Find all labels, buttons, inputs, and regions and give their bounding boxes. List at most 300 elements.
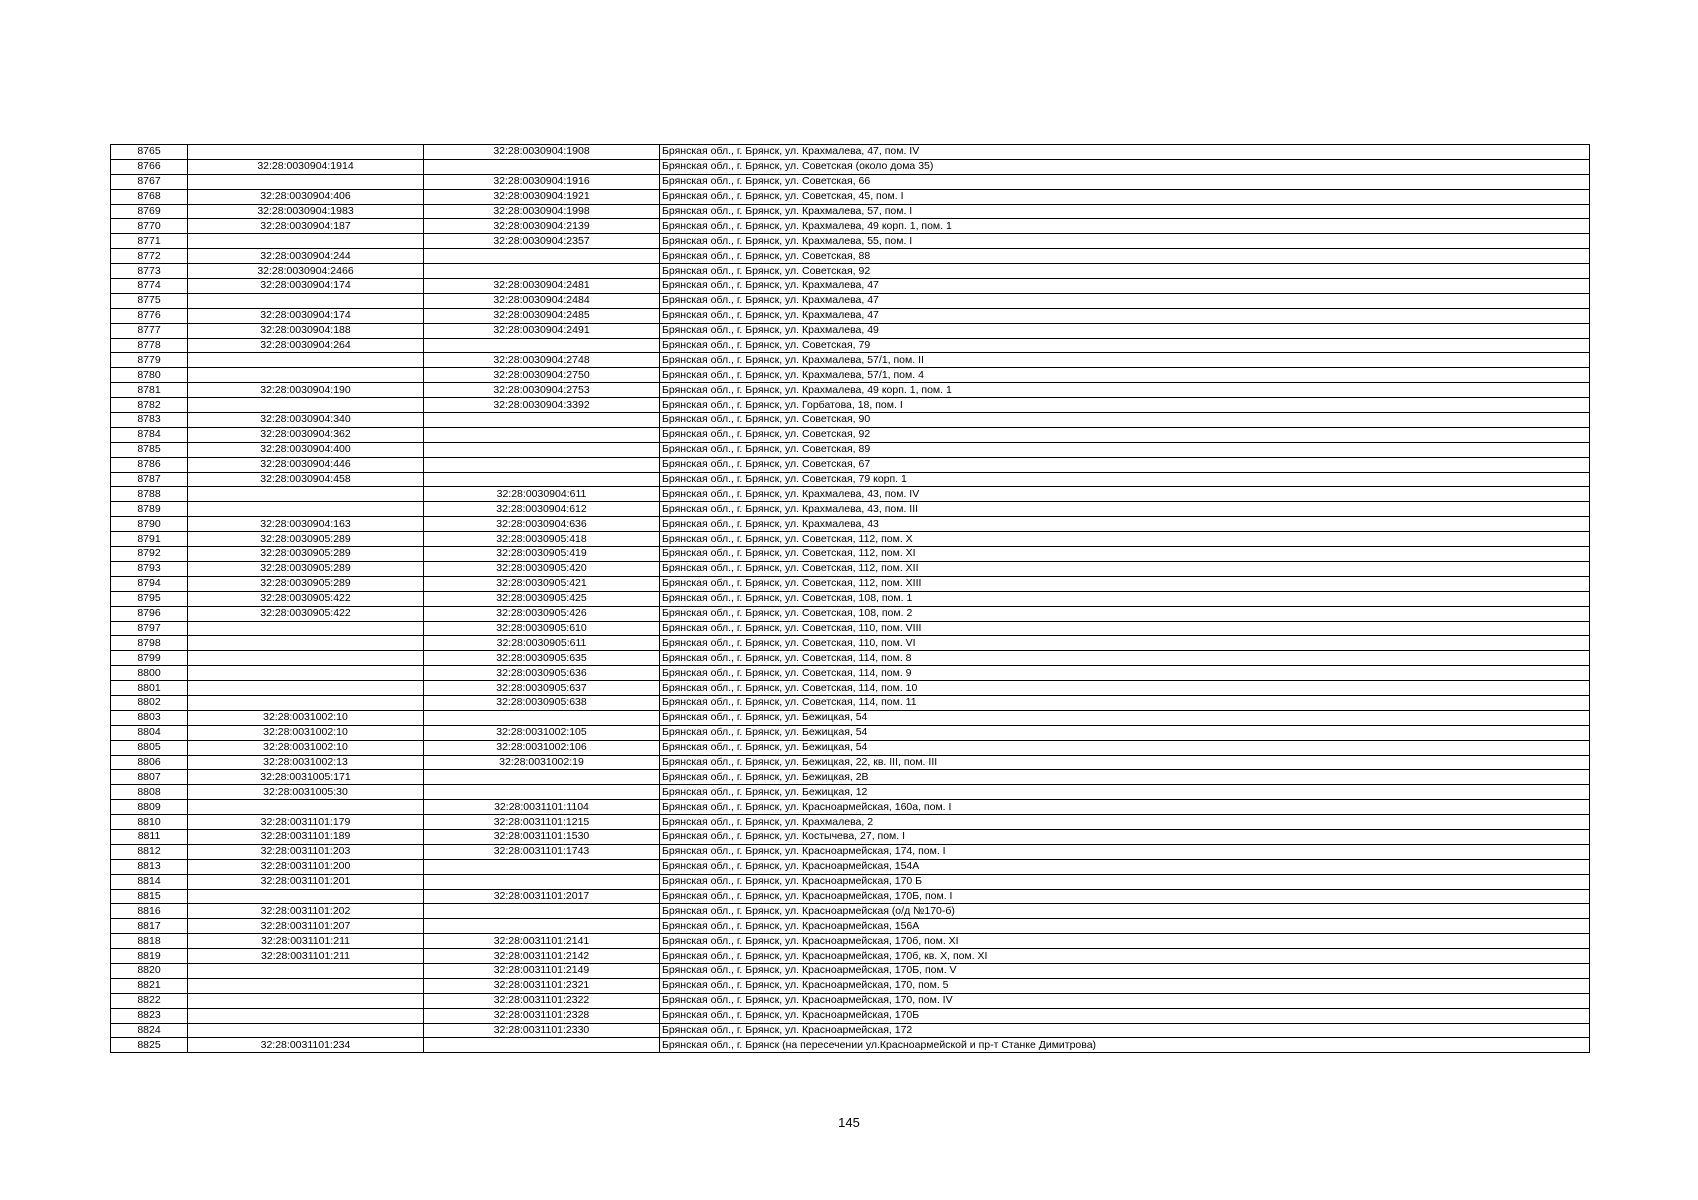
address-cell: Брянская обл., г. Брянск, ул. Крахмалева, 49 корп. 1, пом. 1 bbox=[660, 383, 1590, 398]
address-cell: Брянская обл., г. Брянск, ул. Крахмалева, 43, пом. IV bbox=[660, 487, 1590, 502]
address-cell: Брянская обл., г. Брянск, ул. Советская, 112, пом. XIII bbox=[660, 576, 1590, 591]
address-cell: Брянская обл., г. Брянск, ул. Советская, 67 bbox=[660, 457, 1590, 472]
land-cadastral-number-cell bbox=[188, 889, 424, 904]
land-cadastral-number-cell: 32:28:0030904:1983 bbox=[188, 204, 424, 219]
table-row bbox=[111, 547, 1590, 562]
row-number-cell: 8774 bbox=[111, 279, 188, 294]
address-cell: Брянская обл., г. Брянск (на пересечении ул.Красноармейской и пр-т Станке Димитрова) bbox=[660, 1038, 1590, 1053]
row-number-cell: 8817 bbox=[111, 919, 188, 934]
land-cadastral-number-cell bbox=[188, 1008, 424, 1023]
address-cell: Брянская обл., г. Брянск, ул. Бежицкая, 54 bbox=[660, 740, 1590, 755]
address-cell: Брянская обл., г. Брянск, ул. Красноармейская, 170, пом. 5 bbox=[660, 978, 1590, 993]
land-cadastral-number-cell: 32:28:0030905:289 bbox=[188, 576, 424, 591]
row-number-cell: 8825 bbox=[111, 1038, 188, 1053]
table-row bbox=[111, 204, 1590, 219]
table-row bbox=[111, 785, 1590, 800]
land-cadastral-number-cell: 32:28:0031101:203 bbox=[188, 844, 424, 859]
land-cadastral-number-cell: 32:28:0031005:30 bbox=[188, 785, 424, 800]
object-cadastral-number-cell bbox=[424, 159, 660, 174]
object-cadastral-number-cell bbox=[424, 442, 660, 457]
object-cadastral-number-cell: 32:28:0031002:106 bbox=[424, 740, 660, 755]
land-cadastral-number-cell: 32:28:0030904:458 bbox=[188, 472, 424, 487]
table-row bbox=[111, 338, 1590, 353]
table-row bbox=[111, 249, 1590, 264]
land-cadastral-number-cell: 32:28:0030904:163 bbox=[188, 517, 424, 532]
address-cell: Брянская обл., г. Брянск, ул. Красноармейская, 174, пом. I bbox=[660, 844, 1590, 859]
land-cadastral-number-cell bbox=[188, 353, 424, 368]
address-cell: Брянская обл., г. Брянск, ул. Крахмалева, 57, пом. I bbox=[660, 204, 1590, 219]
address-cell: Брянская обл., г. Брянск, ул. Горбатова, 18, пом. I bbox=[660, 398, 1590, 413]
land-cadastral-number-cell bbox=[188, 145, 424, 160]
object-cadastral-number-cell: 32:28:0031101:2017 bbox=[424, 889, 660, 904]
table-row bbox=[111, 919, 1590, 934]
object-cadastral-number-cell bbox=[424, 264, 660, 279]
table-row bbox=[111, 279, 1590, 294]
land-cadastral-number-cell: 32:28:0030904:174 bbox=[188, 308, 424, 323]
table-row bbox=[111, 934, 1590, 949]
row-number-cell: 8798 bbox=[111, 636, 188, 651]
object-cadastral-number-cell: 32:28:0030905:419 bbox=[424, 547, 660, 562]
object-cadastral-number-cell bbox=[424, 859, 660, 874]
land-cadastral-number-cell bbox=[188, 1023, 424, 1038]
land-cadastral-number-cell: 32:28:0030904:340 bbox=[188, 413, 424, 428]
address-cell: Брянская обл., г. Брянск, ул. Советская, 108, пом. 1 bbox=[660, 591, 1590, 606]
table-row bbox=[111, 666, 1590, 681]
row-number-cell: 8790 bbox=[111, 517, 188, 532]
object-cadastral-number-cell bbox=[424, 710, 660, 725]
land-cadastral-number-cell: 32:28:0030904:190 bbox=[188, 383, 424, 398]
table-row bbox=[111, 1038, 1590, 1053]
table-row bbox=[111, 636, 1590, 651]
address-cell: Брянская обл., г. Брянск, ул. Советская, 45, пом. I bbox=[660, 189, 1590, 204]
row-number-cell: 8780 bbox=[111, 368, 188, 383]
table-row bbox=[111, 606, 1590, 621]
table-row bbox=[111, 532, 1590, 547]
address-cell: Брянская обл., г. Брянск, ул. Красноармейская, 170Б, пом. I bbox=[660, 889, 1590, 904]
row-number-cell: 8778 bbox=[111, 338, 188, 353]
table-row bbox=[111, 978, 1590, 993]
land-cadastral-number-cell bbox=[188, 651, 424, 666]
row-number-cell: 8800 bbox=[111, 666, 188, 681]
object-cadastral-number-cell: 32:28:0030905:610 bbox=[424, 621, 660, 636]
land-cadastral-number-cell: 32:28:0031002:10 bbox=[188, 740, 424, 755]
object-cadastral-number-cell: 32:28:0030904:1916 bbox=[424, 174, 660, 189]
address-cell: Брянская обл., г. Брянск, ул. Советская, 112, пом. XII bbox=[660, 561, 1590, 576]
object-cadastral-number-cell: 32:28:0030905:426 bbox=[424, 606, 660, 621]
object-cadastral-number-cell: 32:28:0031101:2328 bbox=[424, 1008, 660, 1023]
land-cadastral-number-cell: 32:28:0031002:10 bbox=[188, 725, 424, 740]
row-number-cell: 8822 bbox=[111, 993, 188, 1008]
object-cadastral-number-cell: 32:28:0030905:421 bbox=[424, 576, 660, 591]
object-cadastral-number-cell: 32:28:0030904:2491 bbox=[424, 323, 660, 338]
land-cadastral-number-cell bbox=[188, 963, 424, 978]
row-number-cell: 8823 bbox=[111, 1008, 188, 1023]
address-cell: Брянская обл., г. Брянск, ул. Советская, 66 bbox=[660, 174, 1590, 189]
table-row bbox=[111, 651, 1590, 666]
object-cadastral-number-cell: 32:28:0030904:1921 bbox=[424, 189, 660, 204]
table-row bbox=[111, 502, 1590, 517]
table-row bbox=[111, 293, 1590, 308]
address-cell: Брянская обл., г. Брянск, ул. Бежицкая, 54 bbox=[660, 710, 1590, 725]
object-cadastral-number-cell: 32:28:0030905:637 bbox=[424, 681, 660, 696]
address-cell: Брянская обл., г. Брянск, ул. Красноармейская, 154А bbox=[660, 859, 1590, 874]
land-cadastral-number-cell: 32:28:0030904:244 bbox=[188, 249, 424, 264]
address-cell: Брянская обл., г. Брянск, ул. Советская, 88 bbox=[660, 249, 1590, 264]
land-cadastral-number-cell: 32:28:0031101:211 bbox=[188, 934, 424, 949]
object-cadastral-number-cell: 32:28:0030904:2357 bbox=[424, 234, 660, 249]
address-cell: Брянская обл., г. Брянск, ул. Советская, 110, пом. VIII bbox=[660, 621, 1590, 636]
row-number-cell: 8802 bbox=[111, 695, 188, 710]
table-row bbox=[111, 621, 1590, 636]
row-number-cell: 8811 bbox=[111, 829, 188, 844]
land-cadastral-number-cell: 32:28:0030904:2466 bbox=[188, 264, 424, 279]
land-cadastral-number-cell bbox=[188, 695, 424, 710]
table-row bbox=[111, 383, 1590, 398]
row-number-cell: 8792 bbox=[111, 547, 188, 562]
land-cadastral-number-cell: 32:28:0031101:234 bbox=[188, 1038, 424, 1053]
object-cadastral-number-cell: 32:28:0030905:636 bbox=[424, 666, 660, 681]
table-row bbox=[111, 427, 1590, 442]
row-number-cell: 8771 bbox=[111, 234, 188, 249]
address-cell: Брянская обл., г. Брянск, ул. Бежицкая, 54 bbox=[660, 725, 1590, 740]
table-row bbox=[111, 487, 1590, 502]
object-cadastral-number-cell: 32:28:0030905:638 bbox=[424, 695, 660, 710]
object-cadastral-number-cell: 32:28:0030904:612 bbox=[424, 502, 660, 517]
object-cadastral-number-cell: 32:28:0030905:425 bbox=[424, 591, 660, 606]
row-number-cell: 8767 bbox=[111, 174, 188, 189]
object-cadastral-number-cell bbox=[424, 904, 660, 919]
table-row bbox=[111, 963, 1590, 978]
object-cadastral-number-cell: 32:28:0030904:1908 bbox=[424, 145, 660, 160]
table-row bbox=[111, 844, 1590, 859]
row-number-cell: 8791 bbox=[111, 532, 188, 547]
object-cadastral-number-cell: 32:28:0031101:2321 bbox=[424, 978, 660, 993]
table-row bbox=[111, 234, 1590, 249]
row-number-cell: 8797 bbox=[111, 621, 188, 636]
address-cell: Брянская обл., г. Брянск, ул. Красноармейская, 170Б, пом. V bbox=[660, 963, 1590, 978]
land-cadastral-number-cell: 32:28:0030904:174 bbox=[188, 279, 424, 294]
table-row bbox=[111, 859, 1590, 874]
object-cadastral-number-cell: 32:28:0031101:2149 bbox=[424, 963, 660, 978]
address-cell: Брянская обл., г. Брянск, ул. Крахмалева, 43 bbox=[660, 517, 1590, 532]
table-row bbox=[111, 174, 1590, 189]
table-row bbox=[111, 561, 1590, 576]
table-row bbox=[111, 1008, 1590, 1023]
address-cell: Брянская обл., г. Брянск, ул. Советская, 114, пом. 8 bbox=[660, 651, 1590, 666]
row-number-cell: 8785 bbox=[111, 442, 188, 457]
row-number-cell: 8819 bbox=[111, 949, 188, 964]
row-number-cell: 8804 bbox=[111, 725, 188, 740]
address-cell: Брянская обл., г. Брянск, ул. Советская, 110, пом. VI bbox=[660, 636, 1590, 651]
table-row bbox=[111, 725, 1590, 740]
address-cell: Брянская обл., г. Брянск, ул. Красноармейская, 156А bbox=[660, 919, 1590, 934]
object-cadastral-number-cell: 32:28:0030904:2748 bbox=[424, 353, 660, 368]
land-cadastral-number-cell bbox=[188, 502, 424, 517]
row-number-cell: 8795 bbox=[111, 591, 188, 606]
row-number-cell: 8809 bbox=[111, 800, 188, 815]
object-cadastral-number-cell bbox=[424, 874, 660, 889]
land-cadastral-number-cell bbox=[188, 681, 424, 696]
land-cadastral-number-cell bbox=[188, 621, 424, 636]
row-number-cell: 8787 bbox=[111, 472, 188, 487]
table-row bbox=[111, 517, 1590, 532]
row-number-cell: 8807 bbox=[111, 770, 188, 785]
address-cell: Брянская обл., г. Брянск, ул. Советская, 114, пом. 10 bbox=[660, 681, 1590, 696]
table-row bbox=[111, 472, 1590, 487]
object-cadastral-number-cell bbox=[424, 1038, 660, 1053]
object-cadastral-number-cell: 32:28:0030904:3392 bbox=[424, 398, 660, 413]
row-number-cell: 8789 bbox=[111, 502, 188, 517]
land-cadastral-number-cell: 32:28:0031101:202 bbox=[188, 904, 424, 919]
address-cell: Брянская обл., г. Брянск, ул. Бежицкая, 2В bbox=[660, 770, 1590, 785]
address-cell: Брянская обл., г. Брянск, ул. Советская, 79 корп. 1 bbox=[660, 472, 1590, 487]
table-row bbox=[111, 770, 1590, 785]
object-cadastral-number-cell: 32:28:0031101:1104 bbox=[424, 800, 660, 815]
row-number-cell: 8769 bbox=[111, 204, 188, 219]
row-number-cell: 8786 bbox=[111, 457, 188, 472]
row-number-cell: 8770 bbox=[111, 219, 188, 234]
table-row bbox=[111, 755, 1590, 770]
address-cell: Брянская обл., г. Брянск, ул. Красноармейская, 170б, кв. X, пом. XI bbox=[660, 949, 1590, 964]
land-cadastral-number-cell: 32:28:0030905:422 bbox=[188, 606, 424, 621]
land-cadastral-number-cell bbox=[188, 234, 424, 249]
land-cadastral-number-cell: 32:28:0030904:1914 bbox=[188, 159, 424, 174]
object-cadastral-number-cell: 32:28:0030904:636 bbox=[424, 517, 660, 532]
row-number-cell: 8788 bbox=[111, 487, 188, 502]
row-number-cell: 8805 bbox=[111, 740, 188, 755]
row-number-cell: 8781 bbox=[111, 383, 188, 398]
table-row bbox=[111, 189, 1590, 204]
address-cell: Брянская обл., г. Брянск, ул. Советская, 89 bbox=[660, 442, 1590, 457]
land-cadastral-number-cell bbox=[188, 293, 424, 308]
object-cadastral-number-cell: 32:28:0031101:1215 bbox=[424, 815, 660, 830]
land-cadastral-number-cell bbox=[188, 174, 424, 189]
object-cadastral-number-cell: 32:28:0030904:2753 bbox=[424, 383, 660, 398]
land-cadastral-number-cell: 32:28:0030904:446 bbox=[188, 457, 424, 472]
address-cell: Брянская обл., г. Брянск, ул. Крахмалева, 57/1, пом. 4 bbox=[660, 368, 1590, 383]
object-cadastral-number-cell: 32:28:0030904:2481 bbox=[424, 279, 660, 294]
land-cadastral-number-cell: 32:28:0031005:171 bbox=[188, 770, 424, 785]
land-cadastral-number-cell: 32:28:0030904:406 bbox=[188, 189, 424, 204]
row-number-cell: 8803 bbox=[111, 710, 188, 725]
table-row bbox=[111, 874, 1590, 889]
land-cadastral-number-cell: 32:28:0031002:13 bbox=[188, 755, 424, 770]
land-cadastral-number-cell bbox=[188, 368, 424, 383]
land-cadastral-number-cell bbox=[188, 800, 424, 815]
land-cadastral-number-cell: 32:28:0030905:422 bbox=[188, 591, 424, 606]
object-cadastral-number-cell: 32:28:0030904:2484 bbox=[424, 293, 660, 308]
address-cell: Брянская обл., г. Брянск, ул. Советская, 112, пом. XI bbox=[660, 547, 1590, 562]
address-cell: Брянская обл., г. Брянск, ул. Красноармейская (о/д №170-б) bbox=[660, 904, 1590, 919]
row-number-cell: 8779 bbox=[111, 353, 188, 368]
address-cell: Брянская обл., г. Брянск, ул. Крахмалева, 2 bbox=[660, 815, 1590, 830]
address-cell: Брянская обл., г. Брянск, ул. Советская, 108, пом. 2 bbox=[660, 606, 1590, 621]
table-row bbox=[111, 323, 1590, 338]
row-number-cell: 8773 bbox=[111, 264, 188, 279]
page-number: 145 bbox=[838, 1115, 860, 1130]
object-cadastral-number-cell: 32:28:0031101:2142 bbox=[424, 949, 660, 964]
land-cadastral-number-cell bbox=[188, 636, 424, 651]
table-row bbox=[111, 159, 1590, 174]
row-number-cell: 8766 bbox=[111, 159, 188, 174]
table-row bbox=[111, 353, 1590, 368]
object-cadastral-number-cell bbox=[424, 919, 660, 934]
address-cell: Брянская обл., г. Брянск, ул. Красноармейская, 170Б bbox=[660, 1008, 1590, 1023]
object-cadastral-number-cell: 32:28:0030904:2139 bbox=[424, 219, 660, 234]
table-row bbox=[111, 993, 1590, 1008]
land-cadastral-number-cell bbox=[188, 398, 424, 413]
row-number-cell: 8813 bbox=[111, 859, 188, 874]
table-row bbox=[111, 889, 1590, 904]
address-cell: Брянская обл., г. Брянск, ул. Крахмалева, 57/1, пом. II bbox=[660, 353, 1590, 368]
land-cadastral-number-cell: 32:28:0030905:289 bbox=[188, 561, 424, 576]
object-cadastral-number-cell bbox=[424, 249, 660, 264]
address-cell: Брянская обл., г. Брянск, ул. Красноармейская, 170, пом. IV bbox=[660, 993, 1590, 1008]
address-cell: Брянская обл., г. Брянск, ул. Советская, 90 bbox=[660, 413, 1590, 428]
row-number-cell: 8799 bbox=[111, 651, 188, 666]
object-cadastral-number-cell bbox=[424, 472, 660, 487]
address-cell: Брянская обл., г. Брянск, ул. Красноармейская, 170б, пом. XI bbox=[660, 934, 1590, 949]
address-cell: Брянская обл., г. Брянск, ул. Красноармейская, 170 Б bbox=[660, 874, 1590, 889]
land-cadastral-number-cell: 32:28:0030904:362 bbox=[188, 427, 424, 442]
row-number-cell: 8814 bbox=[111, 874, 188, 889]
row-number-cell: 8812 bbox=[111, 844, 188, 859]
address-cell: Брянская обл., г. Брянск, ул. Красноармейская, 160а, пом. I bbox=[660, 800, 1590, 815]
address-cell: Брянская обл., г. Брянск, ул. Советская (около дома 35) bbox=[660, 159, 1590, 174]
address-cell: Брянская обл., г. Брянск, ул. Красноармейская, 172 bbox=[660, 1023, 1590, 1038]
table-row bbox=[111, 308, 1590, 323]
land-cadastral-number-cell: 32:28:0031101:201 bbox=[188, 874, 424, 889]
table-row bbox=[111, 398, 1590, 413]
table-row bbox=[111, 695, 1590, 710]
land-cadastral-number-cell: 32:28:0030905:289 bbox=[188, 532, 424, 547]
table-row bbox=[111, 904, 1590, 919]
table-row bbox=[111, 740, 1590, 755]
object-cadastral-number-cell bbox=[424, 427, 660, 442]
table-row bbox=[111, 710, 1590, 725]
object-cadastral-number-cell: 32:28:0030905:418 bbox=[424, 532, 660, 547]
address-cell: Брянская обл., г. Брянск, ул. Крахмалева, 47 bbox=[660, 293, 1590, 308]
land-cadastral-number-cell bbox=[188, 487, 424, 502]
address-cell: Брянская обл., г. Брянск, ул. Советская, 92 bbox=[660, 264, 1590, 279]
object-cadastral-number-cell: 32:28:0030905:635 bbox=[424, 651, 660, 666]
table-row bbox=[111, 457, 1590, 472]
row-number-cell: 8783 bbox=[111, 413, 188, 428]
row-number-cell: 8815 bbox=[111, 889, 188, 904]
object-cadastral-number-cell: 32:28:0031101:2322 bbox=[424, 993, 660, 1008]
address-cell: Брянская обл., г. Брянск, ул. Костычева, 27, пом. I bbox=[660, 829, 1590, 844]
row-number-cell: 8824 bbox=[111, 1023, 188, 1038]
address-cell: Брянская обл., г. Брянск, ул. Советская, 79 bbox=[660, 338, 1590, 353]
row-number-cell: 8801 bbox=[111, 681, 188, 696]
table-row bbox=[111, 949, 1590, 964]
row-number-cell: 8818 bbox=[111, 934, 188, 949]
object-cadastral-number-cell bbox=[424, 413, 660, 428]
object-cadastral-number-cell: 32:28:0030904:2750 bbox=[424, 368, 660, 383]
address-cell: Брянская обл., г. Брянск, ул. Советская, 114, пом. 11 bbox=[660, 695, 1590, 710]
address-cell: Брянская обл., г. Брянск, ул. Советская, 112, пом. X bbox=[660, 532, 1590, 547]
address-cell: Брянская обл., г. Брянск, ул. Крахмалева, 43, пом. III bbox=[660, 502, 1590, 517]
row-number-cell: 8784 bbox=[111, 427, 188, 442]
row-number-cell: 8776 bbox=[111, 308, 188, 323]
land-cadastral-number-cell: 32:28:0030905:289 bbox=[188, 547, 424, 562]
table-row bbox=[111, 800, 1590, 815]
address-cell: Брянская обл., г. Брянск, ул. Крахмалева, 49 корп. 1, пом. 1 bbox=[660, 219, 1590, 234]
object-cadastral-number-cell: 32:28:0030904:611 bbox=[424, 487, 660, 502]
land-cadastral-number-cell: 32:28:0031101:200 bbox=[188, 859, 424, 874]
address-cell: Брянская обл., г. Брянск, ул. Крахмалева, 55, пом. I bbox=[660, 234, 1590, 249]
table-row bbox=[111, 442, 1590, 457]
object-cadastral-number-cell bbox=[424, 770, 660, 785]
table-row bbox=[111, 681, 1590, 696]
object-cadastral-number-cell: 32:28:0031101:1530 bbox=[424, 829, 660, 844]
land-cadastral-number-cell: 32:28:0030904:188 bbox=[188, 323, 424, 338]
object-cadastral-number-cell bbox=[424, 338, 660, 353]
address-cell: Брянская обл., г. Брянск, ул. Бежицкая, 12 bbox=[660, 785, 1590, 800]
object-cadastral-number-cell: 32:28:0031002:105 bbox=[424, 725, 660, 740]
row-number-cell: 8777 bbox=[111, 323, 188, 338]
object-cadastral-number-cell: 32:28:0031101:2141 bbox=[424, 934, 660, 949]
object-cadastral-number-cell: 32:28:0031101:2330 bbox=[424, 1023, 660, 1038]
object-cadastral-number-cell bbox=[424, 785, 660, 800]
land-cadastral-number-cell: 32:28:0030904:187 bbox=[188, 219, 424, 234]
land-cadastral-number-cell bbox=[188, 993, 424, 1008]
row-number-cell: 8820 bbox=[111, 963, 188, 978]
address-cell: Брянская обл., г. Брянск, ул. Советская, 92 bbox=[660, 427, 1590, 442]
object-cadastral-number-cell: 32:28:0031002:19 bbox=[424, 755, 660, 770]
row-number-cell: 8806 bbox=[111, 755, 188, 770]
object-cadastral-number-cell: 32:28:0030904:2485 bbox=[424, 308, 660, 323]
land-cadastral-number-cell: 32:28:0030904:264 bbox=[188, 338, 424, 353]
address-cell: Брянская обл., г. Брянск, ул. Крахмалева, 47, пом. IV bbox=[660, 145, 1590, 160]
registry-table bbox=[110, 144, 1590, 1053]
land-cadastral-number-cell: 32:28:0031002:10 bbox=[188, 710, 424, 725]
row-number-cell: 8793 bbox=[111, 561, 188, 576]
object-cadastral-number-cell: 32:28:0030904:1998 bbox=[424, 204, 660, 219]
table-row bbox=[111, 368, 1590, 383]
table-row bbox=[111, 576, 1590, 591]
row-number-cell: 8775 bbox=[111, 293, 188, 308]
row-number-cell: 8808 bbox=[111, 785, 188, 800]
registry-table-body bbox=[111, 145, 1590, 1053]
row-number-cell: 8765 bbox=[111, 145, 188, 160]
table-row bbox=[111, 815, 1590, 830]
land-cadastral-number-cell: 32:28:0031101:207 bbox=[188, 919, 424, 934]
address-cell: Брянская обл., г. Брянск, ул. Крахмалева, 47 bbox=[660, 308, 1590, 323]
land-cadastral-number-cell: 32:28:0031101:179 bbox=[188, 815, 424, 830]
table-row bbox=[111, 264, 1590, 279]
row-number-cell: 8816 bbox=[111, 904, 188, 919]
object-cadastral-number-cell: 32:28:0031101:1743 bbox=[424, 844, 660, 859]
land-cadastral-number-cell bbox=[188, 666, 424, 681]
table-row bbox=[111, 413, 1590, 428]
row-number-cell: 8772 bbox=[111, 249, 188, 264]
row-number-cell: 8810 bbox=[111, 815, 188, 830]
row-number-cell: 8796 bbox=[111, 606, 188, 621]
row-number-cell: 8782 bbox=[111, 398, 188, 413]
land-cadastral-number-cell bbox=[188, 978, 424, 993]
land-cadastral-number-cell: 32:28:0031101:189 bbox=[188, 829, 424, 844]
table-row bbox=[111, 829, 1590, 844]
object-cadastral-number-cell bbox=[424, 457, 660, 472]
address-cell: Брянская обл., г. Брянск, ул. Бежицкая, 22, кв. III, пом. III bbox=[660, 755, 1590, 770]
land-cadastral-number-cell: 32:28:0030904:400 bbox=[188, 442, 424, 457]
table-row bbox=[111, 1023, 1590, 1038]
address-cell: Брянская обл., г. Брянск, ул. Советская, 114, пом. 9 bbox=[660, 666, 1590, 681]
table-row bbox=[111, 219, 1590, 234]
row-number-cell: 8821 bbox=[111, 978, 188, 993]
address-cell: Брянская обл., г. Брянск, ул. Крахмалева, 47 bbox=[660, 279, 1590, 294]
